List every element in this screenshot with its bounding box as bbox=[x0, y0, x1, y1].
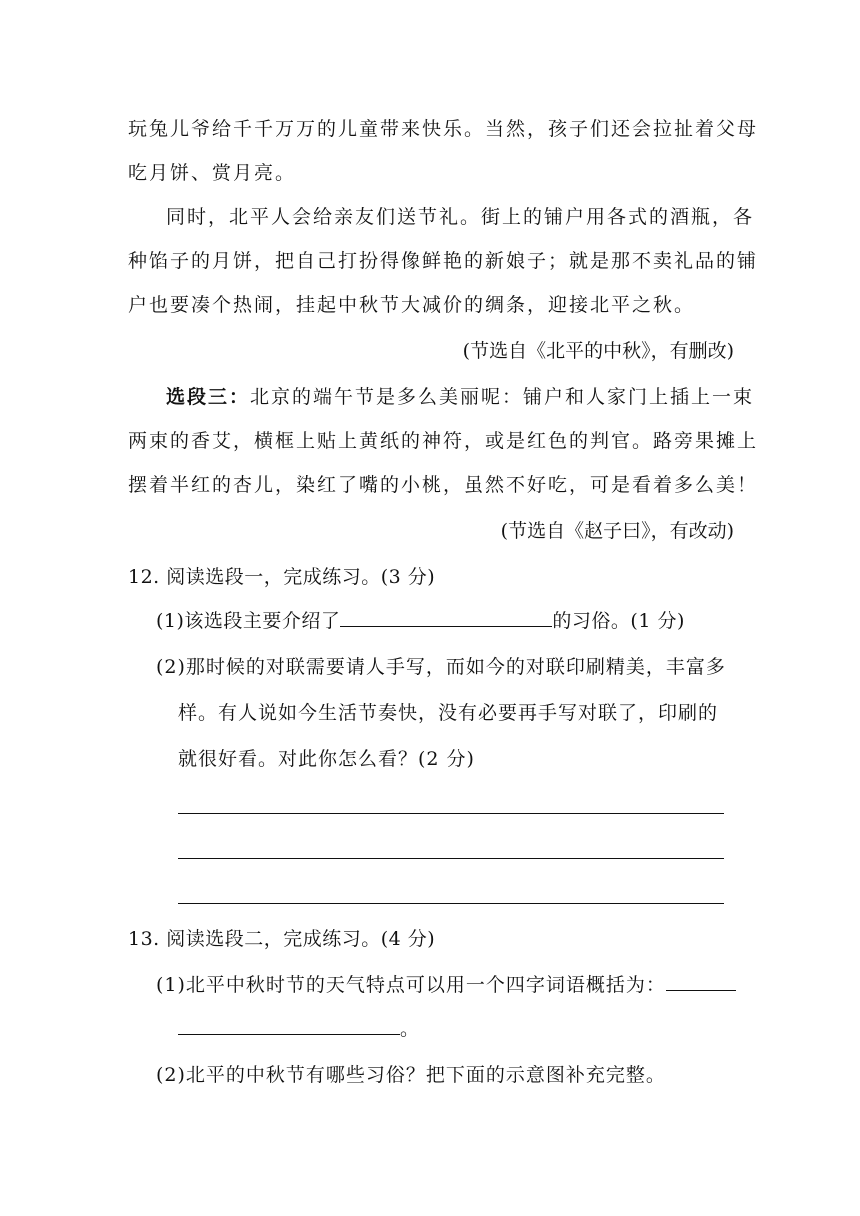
passage3-line2: 两束的香艾，横框上贴上黄纸的神符，或是红色的判官。路旁果摊上 bbox=[128, 430, 759, 452]
q12-sub1 bbox=[156, 608, 685, 634]
q12-sub2-line3: 就很好看。对此你怎么看？(2 分) bbox=[178, 748, 475, 770]
q13-sub1-answer-blank-start[interactable] bbox=[666, 972, 736, 991]
passage2-line2: 吃月饼、赏月亮。 bbox=[128, 162, 297, 184]
passage3-line3: 摆着半红的杏儿，染红了嘴的小桃，虽然不好吃，可是看着多么美！ bbox=[128, 474, 759, 496]
passage2-line3: 同时，北平人会给亲友们送节礼。街上的铺户用各式的酒瓶，各 bbox=[166, 206, 755, 228]
q13-sub1-end: 。 bbox=[400, 1018, 422, 1040]
passage2-line5: 户也要凑个热闹，挂起中秋节大减价的绸条，迎接北平之秋。 bbox=[128, 294, 696, 316]
q12-answer-line-2[interactable] bbox=[178, 858, 724, 859]
q12-answer-line-3[interactable] bbox=[178, 903, 724, 904]
passage3-line1 bbox=[166, 384, 754, 410]
q13-title: 13. 阅读选段二，完成练习。(4 分) bbox=[128, 928, 436, 950]
q13-sub2: (2)北平的中秋节有哪些习俗？把下面的示意图补充完整。 bbox=[156, 1064, 666, 1086]
q12-sub2-line1: (2)那时候的对联需要请人手写，而如今的对联印刷精美，丰富多 bbox=[156, 656, 726, 678]
q12-sub1-prefix: (1)该选段主要介绍了 bbox=[156, 610, 341, 632]
q13-sub1-text: (1)北平中秋时节的天气特点可以用一个四字词语概括为： bbox=[156, 974, 666, 996]
q12-sub2-line2: 样。有人说如今生活节奏快，没有必要再手写对联了，印刷的 bbox=[178, 702, 719, 724]
q12-answer-line-1[interactable] bbox=[178, 813, 724, 814]
q12-sub1-suffix: 的习俗。(1 分) bbox=[552, 610, 685, 632]
q12-title: 12. 阅读选段一，完成练习。(3 分) bbox=[128, 566, 436, 588]
passage2-line1: 玩兔儿爷给千千万万的儿童带来快乐。当然，孩子们还会拉扯着父母 bbox=[128, 118, 759, 140]
passage3-source: (节选自《赵子曰》，有改动) bbox=[500, 520, 734, 542]
q12-sub1-answer-blank[interactable] bbox=[340, 608, 552, 627]
passage2-source: (节选自《北平的中秋》，有删改) bbox=[462, 340, 734, 362]
passage2-line4: 种馅子的月饼，把自己打扮得像鲜艳的新娘子；就是那不卖礼品的铺 bbox=[128, 250, 759, 272]
q13-sub1-line1 bbox=[156, 972, 736, 998]
passage3-label: 选段三： bbox=[166, 386, 251, 408]
passage3-line1-text: 北京的端午节是多么美丽呢：铺户和人家门上插上一束 bbox=[250, 386, 755, 408]
q13-sub1-line2 bbox=[178, 1016, 421, 1042]
q13-sub1-answer-blank-end[interactable] bbox=[178, 1016, 400, 1035]
